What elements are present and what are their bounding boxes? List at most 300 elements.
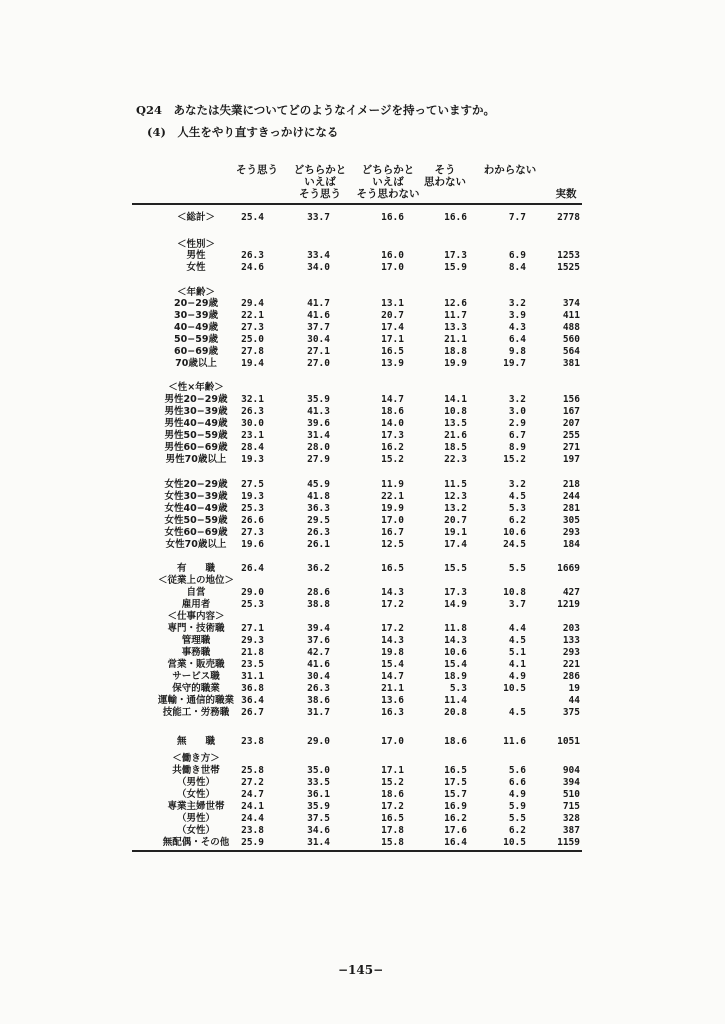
cell-c3: 17.1 [381, 765, 404, 776]
cell-c5: 6.6 [508, 777, 526, 788]
table-row [132, 635, 582, 647]
cell-c5: 3.7 [508, 599, 526, 610]
cell-c2: 30.4 [307, 334, 330, 345]
cell-c3: 22.1 [381, 491, 404, 502]
cell-c4: 15.9 [444, 262, 467, 273]
row-label: （女性） [176, 789, 215, 800]
cell-c5: 3.2 [508, 479, 526, 490]
cell-c3: 17.0 [381, 262, 404, 273]
header-count-line: 実数 [555, 188, 577, 200]
table-row [132, 503, 582, 515]
table-row [132, 611, 582, 623]
cell-c3: 19.8 [381, 647, 404, 658]
cell-c2: 37.7 [307, 322, 330, 333]
cell-c5: 24.5 [503, 539, 526, 550]
table-row [132, 491, 582, 503]
table-row [132, 671, 582, 683]
cell-c2: 41.7 [307, 298, 330, 309]
row-label: 無配偶・その他 [162, 837, 230, 848]
cell-c1: 25.4 [241, 212, 264, 223]
question-title: Q24 あなたは失業についてどのようなイメージを持っていますか。 [136, 103, 495, 117]
cell-c6: 197 [562, 454, 580, 465]
cell-c2: 41.6 [307, 310, 330, 321]
cell-c4: 14.9 [444, 599, 467, 610]
cell-c3: 15.2 [381, 454, 404, 465]
row-label: 営業・販売職 [167, 659, 225, 670]
cell-c3: 16.6 [381, 212, 404, 223]
cell-c2: 45.9 [307, 479, 330, 490]
cell-c4: 18.9 [444, 671, 467, 682]
cell-c1: 25.3 [241, 599, 264, 610]
cell-c4: 21.6 [444, 430, 467, 441]
cell-c6: 427 [562, 587, 580, 598]
table-row [132, 659, 582, 671]
cell-c6: 715 [562, 801, 580, 812]
cell-c3: 17.2 [381, 623, 404, 634]
cell-c3: 16.5 [381, 563, 404, 574]
cell-c1: 36.4 [241, 695, 264, 706]
cell-c1: 26.3 [241, 250, 264, 261]
header-disagree [420, 164, 470, 188]
cell-c5: 7.7 [508, 212, 526, 223]
cell-c2: 36.2 [307, 563, 330, 574]
cell-c4: 19.1 [444, 527, 467, 538]
cell-c6: 203 [562, 623, 580, 634]
cell-c6: 167 [562, 406, 580, 417]
cell-c4: 13.2 [444, 503, 467, 514]
cell-c1: 19.3 [241, 454, 264, 465]
table-row [132, 587, 582, 599]
header-somewhat-disagree-line3: そう思わない [356, 188, 420, 200]
table-row [132, 310, 582, 322]
cell-c6: 44 [568, 695, 580, 706]
cell-c5: 3.2 [508, 298, 526, 309]
cell-c1: 36.8 [241, 683, 264, 694]
cell-c1: 23.5 [241, 659, 264, 670]
cell-c4: 20.7 [444, 515, 467, 526]
cell-c2: 41.8 [307, 491, 330, 502]
cell-c3: 16.3 [381, 707, 404, 718]
table-row [132, 322, 582, 334]
cell-c5: 6.7 [508, 430, 526, 441]
cell-c2: 27.9 [307, 454, 330, 465]
cell-c4: 14.3 [444, 635, 467, 646]
cell-c3: 17.8 [381, 825, 404, 836]
question-subtitle: (4) 人生をやり直すきっかけになる [147, 125, 339, 139]
cell-c5: 5.9 [508, 801, 526, 812]
cell-c1: 27.2 [241, 777, 264, 788]
cell-c4: 10.6 [444, 647, 467, 658]
table-row [132, 358, 582, 370]
cell-c4: 15.4 [444, 659, 467, 670]
cell-c1: 24.4 [241, 813, 264, 824]
row-label: 男性60−69歳 [164, 442, 228, 453]
cell-c5: 2.9 [508, 418, 526, 429]
cell-c5: 8.9 [508, 442, 526, 453]
cell-c2: 30.4 [307, 671, 330, 682]
cell-c6: 271 [562, 442, 580, 453]
cell-c3: 14.3 [381, 587, 404, 598]
cell-c6: 156 [562, 394, 580, 405]
row-label: 専業主婦世帯 [167, 801, 225, 812]
cell-c4: 17.3 [444, 587, 467, 598]
row-label: （男性） [176, 813, 215, 824]
cell-c3: 15.4 [381, 659, 404, 670]
row-label: 運輸・通信的職業 [157, 695, 234, 706]
cell-c5: 4.3 [508, 322, 526, 333]
cell-c6: 1219 [557, 599, 580, 610]
cell-c1: 24.7 [241, 789, 264, 800]
table-row [132, 515, 582, 527]
row-label: 技能工・労務職 [162, 707, 230, 718]
cell-c6: 904 [562, 765, 580, 776]
cell-c6: 281 [562, 503, 580, 514]
cell-c2: 31.4 [307, 430, 330, 441]
cell-c3: 16.7 [381, 527, 404, 538]
cell-c1: 29.4 [241, 298, 264, 309]
row-label: 女性70歳以上 [165, 539, 227, 550]
cell-c3: 21.1 [381, 683, 404, 694]
row-label: 管理職 [181, 635, 211, 646]
page-number: −145− [338, 963, 384, 977]
cell-c4: 11.4 [444, 695, 467, 706]
row-label: 30−39歳 [174, 310, 218, 321]
cell-c4: 17.3 [444, 250, 467, 261]
cell-c3: 17.2 [381, 599, 404, 610]
cell-c2: 38.8 [307, 599, 330, 610]
cell-c3: 17.4 [381, 322, 404, 333]
table-row [132, 406, 582, 418]
cell-c1: 26.7 [241, 707, 264, 718]
cell-c5: 5.5 [508, 563, 526, 574]
cell-c6: 374 [562, 298, 580, 309]
row-label: 男性70歳以上 [165, 454, 227, 465]
row-label: 40−49歳 [174, 322, 218, 333]
cell-c4: 14.1 [444, 394, 467, 405]
cell-c3: 16.5 [381, 813, 404, 824]
cell-c6: 207 [562, 418, 580, 429]
cell-c6: 244 [562, 491, 580, 502]
cell-c2: 33.5 [307, 777, 330, 788]
cell-c2: 42.7 [307, 647, 330, 658]
row-label: 男性30−39歳 [164, 406, 228, 417]
cell-c1: 19.3 [241, 491, 264, 502]
cell-c2: 39.6 [307, 418, 330, 429]
cell-c6: 184 [562, 539, 580, 550]
cell-c6: 1253 [557, 250, 580, 261]
table-row [132, 825, 582, 837]
cell-c3: 20.7 [381, 310, 404, 321]
cell-c6: 375 [562, 707, 580, 718]
cell-c5: 4.5 [508, 491, 526, 502]
table-row [132, 789, 582, 801]
cell-c5: 8.4 [508, 262, 526, 273]
cell-c3: 17.0 [381, 515, 404, 526]
table-top-rule [132, 203, 582, 205]
row-label: 女性20−29歳 [164, 479, 228, 490]
cell-c4: 18.8 [444, 346, 467, 357]
table-row [132, 442, 582, 454]
cell-c5: 10.5 [503, 683, 526, 694]
cell-c5: 5.3 [508, 503, 526, 514]
cell-c3: 16.0 [381, 250, 404, 261]
cell-c6: 221 [562, 659, 580, 670]
table-row [132, 527, 582, 539]
cell-c3: 15.2 [381, 777, 404, 788]
row-label: 専門・技術職 [167, 623, 225, 634]
header-somewhat-agree-line2: いえば [304, 176, 336, 188]
cell-c6: 305 [562, 515, 580, 526]
cell-c1: 25.0 [241, 334, 264, 345]
cell-c3: 14.7 [381, 671, 404, 682]
row-label: 男性20−29歳 [164, 394, 228, 405]
cell-c5: 5.1 [508, 647, 526, 658]
cell-c3: 16.2 [381, 442, 404, 453]
cell-c6: 394 [562, 777, 580, 788]
cell-c2: 26.3 [307, 683, 330, 694]
row-label: （女性） [176, 825, 215, 836]
table-row [132, 382, 582, 394]
row-label: 保守的職業 [172, 683, 220, 694]
cell-c5: 3.9 [508, 310, 526, 321]
cell-c2: 33.7 [307, 212, 330, 223]
table-row [132, 250, 582, 262]
cell-c5: 11.6 [503, 736, 526, 747]
header-count [548, 188, 584, 200]
row-label: 女性50−59歳 [164, 515, 228, 526]
row-label: 女性 [186, 262, 206, 273]
table-row [132, 394, 582, 406]
cell-c2: 39.4 [307, 623, 330, 634]
cell-c5: 6.4 [508, 334, 526, 345]
cell-c4: 11.7 [444, 310, 467, 321]
cell-c2: 29.5 [307, 515, 330, 526]
row-label: 事務職 [181, 647, 211, 658]
cell-c1: 27.3 [241, 527, 264, 538]
cell-c1: 31.1 [241, 671, 264, 682]
cell-c1: 25.3 [241, 503, 264, 514]
cell-c4: 12.3 [444, 491, 467, 502]
cell-c1: 26.6 [241, 515, 264, 526]
cell-c1: 23.8 [241, 736, 264, 747]
header-somewhat-disagree-line1: どちらかと [361, 164, 415, 176]
cell-c5: 4.4 [508, 623, 526, 634]
table-row [132, 418, 582, 430]
cell-c4: 11.8 [444, 623, 467, 634]
row-label: サービス職 [172, 671, 220, 682]
row-label: 無 職 [176, 736, 215, 747]
row-label: ＜従業上の地位＞ [157, 575, 234, 586]
cell-c4: 5.3 [449, 683, 467, 694]
row-label: 女性60−69歳 [164, 527, 228, 538]
cell-c4: 16.4 [444, 837, 467, 848]
cell-c4: 18.5 [444, 442, 467, 453]
cell-c3: 12.5 [381, 539, 404, 550]
cell-c6: 564 [562, 346, 580, 357]
cell-c2: 27.1 [307, 346, 330, 357]
cell-c1: 32.1 [241, 394, 264, 405]
cell-c4: 15.7 [444, 789, 467, 800]
cell-c6: 133 [562, 635, 580, 646]
header-somewhat-agree-line1: どちらかと [293, 164, 347, 176]
table-row [132, 454, 582, 466]
table-row [132, 753, 582, 765]
table-row [132, 346, 582, 358]
cell-c4: 16.5 [444, 765, 467, 776]
cell-c4: 16.9 [444, 801, 467, 812]
cell-c1: 25.9 [241, 837, 264, 848]
cell-c4: 13.3 [444, 322, 467, 333]
cell-c1: 24.6 [241, 262, 264, 273]
cell-c3: 14.0 [381, 418, 404, 429]
cell-c2: 29.0 [307, 736, 330, 747]
row-label: 自営 [186, 587, 206, 598]
cell-c5: 6.9 [508, 250, 526, 261]
row-label: 共働き世帯 [172, 765, 220, 776]
table-bottom-rule [132, 850, 582, 852]
cell-c2: 37.6 [307, 635, 330, 646]
table-row [132, 695, 582, 707]
cell-c2: 27.0 [307, 358, 330, 369]
header-disagree-line1: そう [434, 164, 456, 176]
cell-c3: 15.8 [381, 837, 404, 848]
cell-c1: 26.3 [241, 406, 264, 417]
cell-c1: 27.1 [241, 623, 264, 634]
table-row [132, 813, 582, 825]
row-label: 男性50−59歳 [164, 430, 228, 441]
cell-c4: 19.9 [444, 358, 467, 369]
row-label: 有 職 [176, 563, 215, 574]
cell-c5: 4.1 [508, 659, 526, 670]
cell-c6: 411 [562, 310, 580, 321]
cell-c6: 1159 [557, 837, 580, 848]
cell-c6: 387 [562, 825, 580, 836]
row-label: 女性40−49歳 [164, 503, 228, 514]
row-label: 70歳以上 [175, 358, 217, 369]
cell-c6: 510 [562, 789, 580, 800]
row-label: 20−29歳 [174, 298, 218, 309]
cell-c1: 19.6 [241, 539, 264, 550]
cell-c4: 13.5 [444, 418, 467, 429]
cell-c2: 31.4 [307, 837, 330, 848]
cell-c1: 27.3 [241, 322, 264, 333]
cell-c6: 286 [562, 671, 580, 682]
row-label: ＜性×年齢＞ [168, 382, 224, 393]
cell-c1: 30.0 [241, 418, 264, 429]
table-row [132, 777, 582, 789]
cell-c2: 41.3 [307, 406, 330, 417]
cell-c3: 17.3 [381, 430, 404, 441]
cell-c5: 5.5 [508, 813, 526, 824]
cell-c2: 28.0 [307, 442, 330, 453]
cell-c6: 293 [562, 527, 580, 538]
header-somewhat-agree-line3: そう思う [299, 188, 341, 200]
cell-c4: 16.2 [444, 813, 467, 824]
cell-c5: 15.2 [503, 454, 526, 465]
cell-c3: 13.6 [381, 695, 404, 706]
cell-c1: 29.3 [241, 635, 264, 646]
cell-c2: 35.9 [307, 801, 330, 812]
cell-c5: 4.5 [508, 707, 526, 718]
cell-c4: 17.5 [444, 777, 467, 788]
cell-c5: 6.2 [508, 515, 526, 526]
cell-c3: 18.6 [381, 406, 404, 417]
row-label: 50−59歳 [174, 334, 218, 345]
cell-c6: 218 [562, 479, 580, 490]
cell-c1: 22.1 [241, 310, 264, 321]
cell-c2: 26.3 [307, 527, 330, 538]
table-row [132, 262, 582, 274]
cell-c3: 14.7 [381, 394, 404, 405]
header-somewhat-disagree-line2: いえば [372, 176, 404, 188]
cell-c4: 17.6 [444, 825, 467, 836]
cell-c2: 31.7 [307, 707, 330, 718]
cell-c6: 255 [562, 430, 580, 441]
cell-c5: 3.0 [508, 406, 526, 417]
cell-c1: 19.4 [241, 358, 264, 369]
row-label: 60−69歳 [174, 346, 218, 357]
cell-c2: 35.0 [307, 765, 330, 776]
table-row [132, 623, 582, 635]
cell-c3: 13.1 [381, 298, 404, 309]
row-label: 女性30−39歳 [164, 491, 228, 502]
cell-c4: 20.8 [444, 707, 467, 718]
table-row [132, 736, 582, 748]
table-row [132, 599, 582, 611]
cell-c5: 4.9 [508, 789, 526, 800]
cell-c3: 14.3 [381, 635, 404, 646]
cell-c2: 41.6 [307, 659, 330, 670]
cell-c4: 17.4 [444, 539, 467, 550]
cell-c4: 10.8 [444, 406, 467, 417]
cell-c6: 19 [568, 683, 580, 694]
row-label: ＜仕事内容＞ [167, 611, 225, 622]
table-row [132, 479, 582, 491]
cell-c2: 34.6 [307, 825, 330, 836]
cell-c6: 560 [562, 334, 580, 345]
row-label: 男性 [186, 250, 206, 261]
cell-c6: 293 [562, 647, 580, 658]
cell-c4: 21.1 [444, 334, 467, 345]
cell-c2: 28.6 [307, 587, 330, 598]
cell-c4: 22.3 [444, 454, 467, 465]
cell-c3: 19.9 [381, 503, 404, 514]
header-agree [230, 164, 284, 176]
table-row [132, 647, 582, 659]
table-row [132, 334, 582, 346]
cell-c3: 17.1 [381, 334, 404, 345]
cell-c2: 33.4 [307, 250, 330, 261]
cell-c1: 21.8 [241, 647, 264, 658]
cell-c5: 4.9 [508, 671, 526, 682]
cell-c1: 28.4 [241, 442, 264, 453]
table-row [132, 430, 582, 442]
cell-c5: 3.2 [508, 394, 526, 405]
cell-c2: 36.1 [307, 789, 330, 800]
cell-c5: 19.7 [503, 358, 526, 369]
header-somewhat-disagree [352, 164, 424, 200]
cell-c1: 26.4 [241, 563, 264, 574]
cell-c4: 12.6 [444, 298, 467, 309]
cell-c6: 381 [562, 358, 580, 369]
table-row [132, 801, 582, 813]
cell-c1: 24.1 [241, 801, 264, 812]
header-agree-line: そう思う [236, 164, 278, 176]
cell-c1: 23.8 [241, 825, 264, 836]
cell-c6: 1525 [557, 262, 580, 273]
table-row [132, 707, 582, 719]
cell-c4: 16.6 [444, 212, 467, 223]
